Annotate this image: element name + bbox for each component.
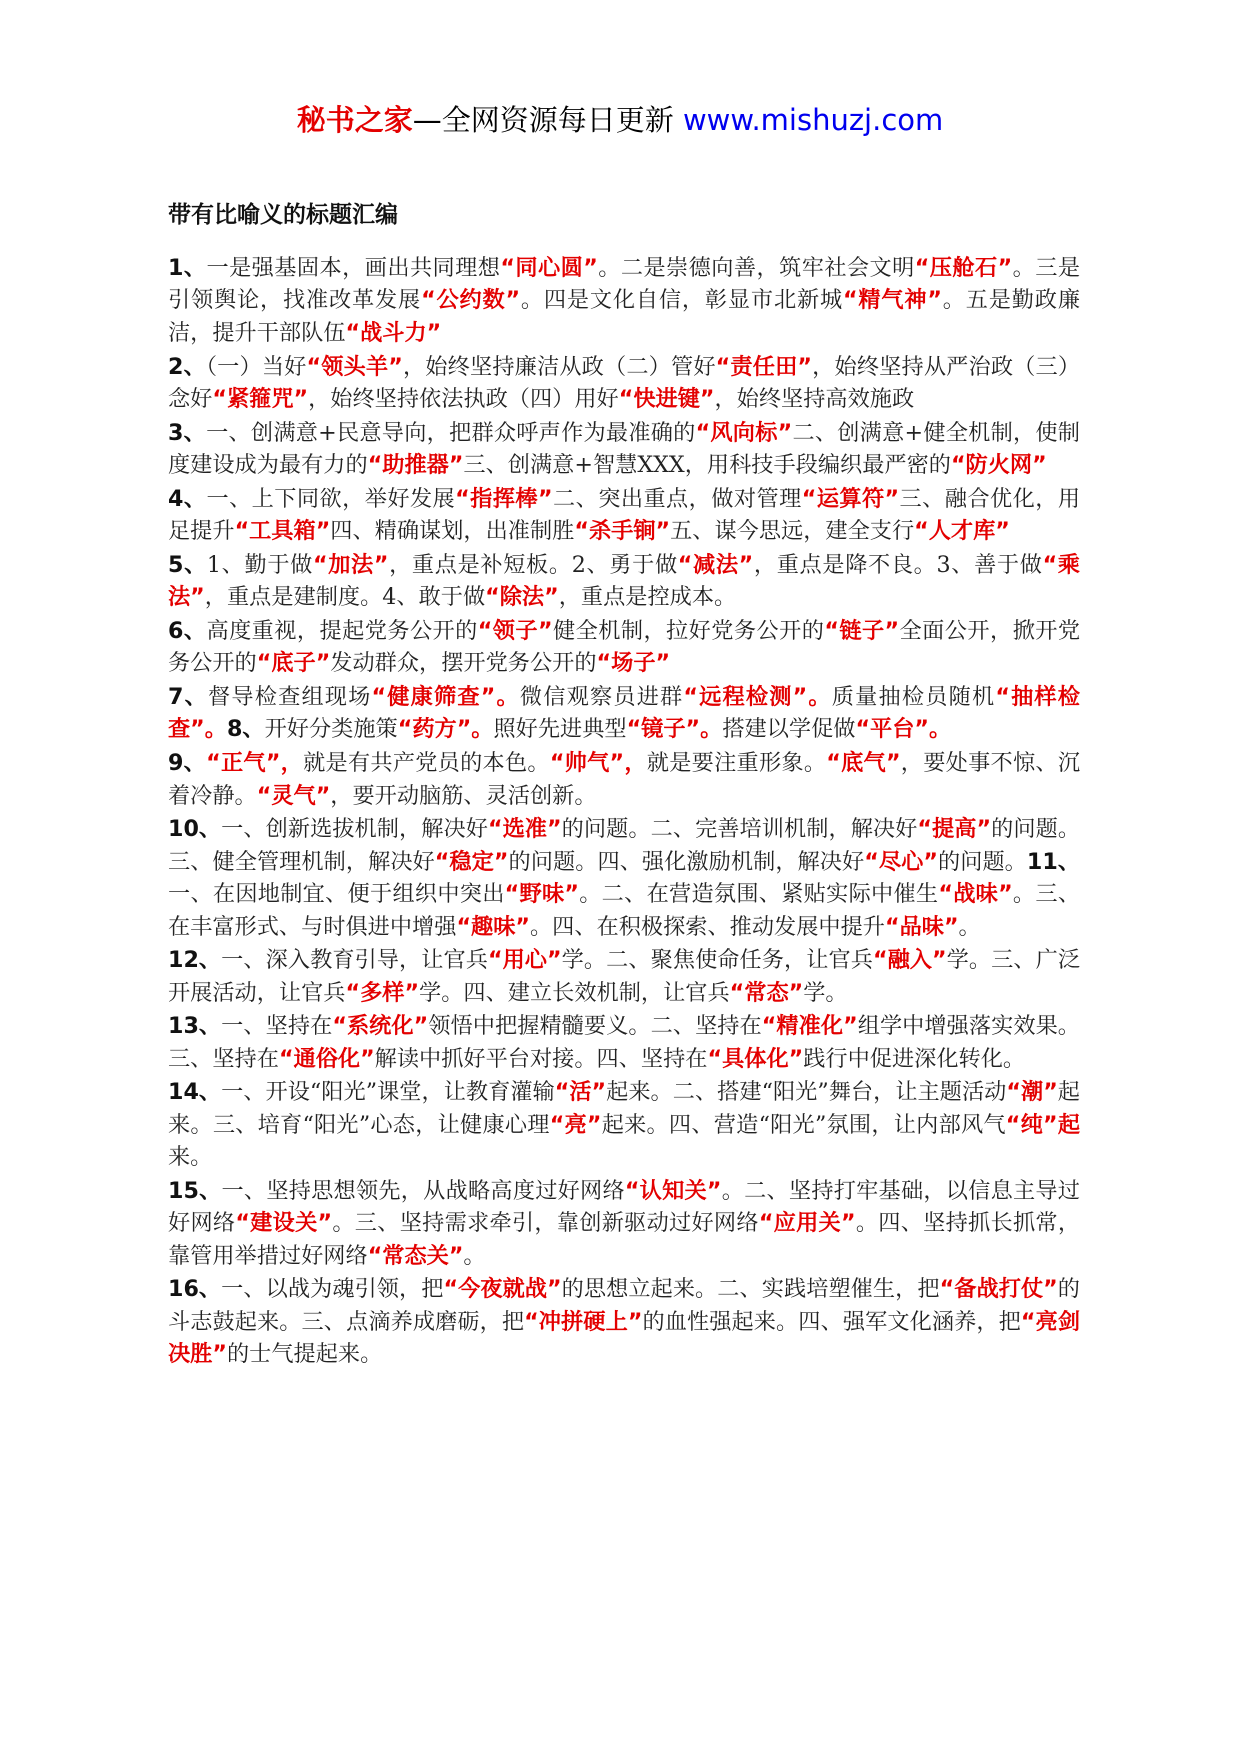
highlighted-metaphor: “平台”。 (855, 716, 952, 743)
list-item (168, 1175, 1080, 1272)
highlighted-metaphor: “领子” (477, 617, 553, 644)
item-text: ，重点是补短板。2、勇于做 (388, 551, 678, 578)
highlighted-metaphor: “药方”。 (397, 716, 494, 743)
item-text: ，要处事不惊、沉着冷静。 (168, 750, 1081, 809)
item-text: 解读中抓好平台对接。四、坚持在 (374, 1045, 708, 1072)
list-item (168, 549, 1080, 614)
item-text: 四、精确谋划，出准制胜 (330, 518, 575, 545)
highlighted-metaphor: “具体化” (707, 1045, 804, 1072)
item-text: ，重点是建制度。4、敢于做 (204, 584, 486, 611)
highlighted-metaphor: “同心圆” (500, 255, 598, 281)
highlighted-metaphor: “健康筛查”。 (371, 684, 520, 711)
item-text: 三、融合优化，用足提升 (168, 485, 1081, 545)
item-text: 一、创新选拔机制，解决好 (221, 816, 488, 843)
item-text: 开好分类施策 (264, 716, 398, 743)
highlighted-metaphor: “亮” (549, 1111, 602, 1138)
item-text: 二、突出重点，做对管理 (552, 485, 802, 512)
item-text: 高度重视，提起党务公开的 (206, 617, 478, 644)
item-text: 来。 (168, 1144, 213, 1171)
list-item (168, 813, 1080, 943)
item-text: 一、坚持思想领先，从战略高度过好网络 (221, 1177, 625, 1204)
item-number: 16、 (168, 1276, 222, 1303)
item-text: 一、上下同欲，举好发展 (206, 485, 456, 512)
item-text: 的问题。三、健全管理机制，解决好 (168, 816, 1081, 875)
highlighted-metaphor: “潮” (1006, 1079, 1058, 1106)
highlighted-metaphor: “公约数” (421, 287, 521, 314)
highlighted-metaphor: “品味” (884, 913, 959, 940)
item-text: 。 (958, 913, 981, 940)
item-text: 质量抽检员随机 (831, 684, 996, 711)
highlighted-metaphor: “镜子”。 (626, 716, 723, 743)
highlighted-metaphor: “稳定” (434, 848, 509, 875)
item-text: 就是要注重形象。 (646, 750, 827, 777)
highlighted-metaphor: “融入” (872, 947, 947, 974)
highlighted-metaphor: “正气”， (206, 750, 304, 777)
item-text: 的士气提起来。 (226, 1341, 383, 1368)
highlighted-metaphor: “链子” (824, 617, 900, 644)
item-text: 1、勤于做 (206, 551, 313, 578)
item-text: 的血性强起来。四、强军文化涵养，把 (642, 1308, 1021, 1335)
highlighted-metaphor: “加法” (312, 551, 389, 578)
highlighted-metaphor: “防火网” (950, 452, 1047, 479)
item-number: 10、 (168, 816, 222, 843)
highlighted-metaphor: “运算符” (801, 485, 900, 512)
item-text: 照好先进典型 (493, 716, 627, 743)
item-text: 全面公开，掀开党务公开的 (168, 617, 1081, 677)
item-text: 。四、在积极探索、推动发展中提升 (529, 913, 885, 940)
item-text: 的问题。四、强化激励机制，解决好 (508, 848, 865, 875)
site-url-link[interactable]: www.mishuzj.com (673, 103, 944, 137)
list-item (168, 1010, 1080, 1075)
highlighted-metaphor: “乘法” (168, 551, 1080, 611)
highlighted-metaphor: “除法” (485, 584, 559, 611)
item-text: 学。二、聚焦使命任务，让官兵 (561, 947, 873, 974)
list-item (168, 417, 1080, 482)
item-number: 11、 (1026, 848, 1081, 875)
list-item (168, 483, 1080, 548)
highlighted-metaphor: “领头羊” (306, 353, 403, 380)
highlighted-metaphor: “应用关” (758, 1210, 856, 1237)
item-text: 。四、坚持抓长抓常，靠管用举措过好网络 (168, 1210, 1081, 1269)
item-text: ，要开动脑筋、灵活创新。 (330, 782, 597, 809)
item-text: 领悟中把握精髓要义。二、坚持在 (428, 1013, 762, 1040)
highlighted-metaphor: “今夜就战” (443, 1276, 562, 1303)
highlighted-metaphor: “提高” (917, 816, 992, 843)
item-text: 的问题。二、完善培训机制，解决好 (561, 816, 918, 843)
site-header (0, 100, 1240, 140)
item-text: 搭建以学促做 (722, 716, 856, 743)
item-text: ，始终坚持依法执政（四）用好 (308, 385, 619, 412)
highlighted-metaphor: “用心” (487, 947, 562, 974)
document-body (168, 252, 1080, 1372)
item-number: 3、 (168, 419, 207, 446)
item-text: ，始终坚持廉洁从政（二）管好 (402, 353, 716, 380)
highlighted-metaphor: “战味” (938, 881, 1013, 908)
highlighted-metaphor: “助推器” (367, 452, 464, 479)
highlighted-metaphor: “纯”起 (1005, 1111, 1081, 1138)
item-text: 三、创满意+智慧XXX，用科技手段编织最严密的 (463, 452, 951, 479)
list-item (168, 252, 1080, 349)
highlighted-metaphor: “冲拼硬上” (524, 1308, 643, 1335)
list-item (168, 681, 1080, 746)
site-tagline: —全网资源每日更新 (412, 103, 674, 137)
list-item (168, 1076, 1080, 1173)
item-text: 一、开设“阳光”课堂，让教育灌输 (221, 1079, 555, 1106)
item-text: 。三、坚持需求牵引，靠创新驱动过好网络 (332, 1210, 759, 1237)
highlighted-metaphor: “建设关” (235, 1210, 333, 1237)
highlighted-metaphor: “多样” (345, 979, 420, 1006)
item-text: 。五是勤政廉洁，提升干部队伍 (168, 287, 1081, 346)
item-number: 13、 (168, 1013, 222, 1040)
highlighted-metaphor: “帅气”， (549, 750, 647, 777)
item-text: 学。四、建立长效机制，让官兵 (419, 979, 730, 1006)
item-text: 学。三、广泛开展活动，让官兵 (168, 947, 1081, 1006)
highlighted-metaphor: “压舱石” (914, 255, 1013, 281)
item-number: 8、 (226, 716, 265, 743)
highlighted-metaphor: “责任田” (715, 353, 812, 380)
highlighted-metaphor: “杀手锏” (574, 518, 671, 545)
highlighted-metaphor: “野味” (504, 881, 579, 908)
highlighted-metaphor: “系统化” (332, 1013, 429, 1040)
item-text: 发动群众，摆开党务公开的 (330, 650, 597, 677)
highlighted-metaphor: “底气” (826, 750, 901, 777)
item-text: 起来。三、培育“阳光”心态，让健康心理 (168, 1079, 1080, 1138)
item-text: 一、创满意+民意导向，把群众呼声作为最准确的 (206, 419, 696, 446)
highlighted-metaphor: “战斗力” (345, 319, 442, 346)
highlighted-metaphor: “趣味” (456, 913, 530, 940)
highlighted-metaphor: “选准” (487, 816, 562, 843)
highlighted-metaphor: “快进键” (618, 385, 715, 412)
highlighted-metaphor: “远程检测”。 (683, 684, 832, 711)
item-text: 督导检查组现场 (207, 684, 372, 711)
highlighted-metaphor: “精准化” (761, 1013, 858, 1040)
item-text: 就是有共产党员的本色。 (303, 750, 550, 777)
item-text: 微信观察员进群 (519, 684, 684, 711)
item-number: 15、 (168, 1177, 222, 1204)
item-text: 起来。二、搭建“阳光”舞台，让主题活动 (606, 1079, 1007, 1106)
highlighted-metaphor: “风向标” (695, 419, 793, 446)
list-item (168, 944, 1080, 1009)
item-text: 。二是崇德向善，筑牢社会文明 (597, 255, 915, 281)
highlighted-metaphor: “工具箱” (234, 518, 331, 545)
item-text: ，重点是降不良。3、善于做 (753, 551, 1043, 578)
list-item (168, 351, 1080, 416)
item-text: 。二、坚持打牢基础，以信息主导过好网络 (168, 1177, 1080, 1237)
highlighted-metaphor: “备战打仗” (939, 1276, 1058, 1303)
item-text: ，始终坚持从严治政（三）念好 (168, 353, 1081, 412)
highlighted-metaphor: “场子” (596, 650, 671, 677)
list-item (168, 615, 1080, 680)
item-number: 4、 (168, 485, 207, 512)
highlighted-metaphor: “减法” (677, 551, 754, 578)
highlighted-metaphor: “灵气” (256, 782, 331, 809)
highlighted-metaphor: “底子” (256, 650, 331, 677)
highlighted-metaphor: “人才库” (914, 518, 1010, 545)
item-text: （一）当好 (205, 353, 307, 380)
highlighted-metaphor: “通俗化” (278, 1045, 375, 1072)
item-text: 健全机制，拉好党务公开的 (552, 617, 825, 644)
item-text: 的斗志鼓起来。三、点滴养成磨砺，把 (168, 1276, 1080, 1335)
item-number: 14、 (168, 1079, 222, 1106)
document-title: 带有比喻义的标题汇编 (168, 202, 398, 228)
highlighted-metaphor: “常态” (729, 979, 804, 1006)
highlighted-metaphor: “亮剑决胜” (168, 1308, 1081, 1368)
item-text: 。三是引领舆论，找准改革发展 (168, 255, 1081, 314)
item-text: 一、在因地制宜、便于组织中突出 (168, 881, 505, 908)
highlighted-metaphor: “认知关” (624, 1177, 722, 1204)
item-text: 一、坚持在 (221, 1013, 333, 1040)
item-number: 1、 (168, 255, 207, 281)
item-text: 五、谋今思远，建全支行 (670, 518, 915, 545)
item-number: 9、 (168, 750, 207, 777)
item-text: 。四是文化自信，彰显市北新城 (520, 287, 843, 314)
highlighted-metaphor: “精气神” (842, 287, 942, 314)
item-text: 组学中增强落实效果。三、坚持在 (168, 1013, 1080, 1072)
list-item (168, 1273, 1080, 1370)
item-text: 一是强基固本，画出共同理想 (206, 255, 501, 281)
item-text: 。三、在丰富形式、与时俱进中增强 (168, 881, 1081, 940)
highlighted-metaphor: “尽心” (864, 848, 938, 875)
item-number: 5、 (168, 551, 207, 578)
highlighted-metaphor: “常态关” (367, 1242, 464, 1269)
item-text: 二、创满意+健全机制，使制度建设成为最有力的 (168, 419, 1080, 479)
item-text: ，始终坚持高效施政 (714, 385, 915, 412)
item-text: 学。 (803, 979, 848, 1006)
site-brand: 秘书之家 (296, 103, 413, 137)
item-text: 的问题。 (937, 848, 1027, 875)
item-text: ，重点是控成本。 (558, 584, 737, 611)
highlighted-metaphor: “抽样检查”。 (168, 684, 1080, 743)
item-text: 的思想立起来。二、实践培塑催生，把 (561, 1276, 940, 1303)
item-number: 2、 (168, 353, 206, 380)
item-number: 6、 (168, 617, 207, 644)
item-text: 践行中促进深化转化。 (803, 1045, 1026, 1072)
item-text: 一、以战为魂引领，把 (221, 1276, 444, 1303)
item-number: 7、 (168, 684, 208, 711)
list-item (168, 747, 1080, 812)
highlighted-metaphor: “紧箍咒” (212, 385, 309, 412)
item-text: 一、深入教育引导，让官兵 (221, 947, 488, 974)
highlighted-metaphor: “活” (554, 1079, 607, 1106)
item-text: 起来。四、营造“阳光”氛围，让内部风气 (601, 1111, 1006, 1138)
item-text: 。 (463, 1242, 486, 1269)
item-text: 。二、在营造氛围、紧贴实际中催生 (578, 881, 939, 908)
highlighted-metaphor: “指挥棒” (455, 485, 553, 512)
item-number: 12、 (168, 947, 222, 974)
